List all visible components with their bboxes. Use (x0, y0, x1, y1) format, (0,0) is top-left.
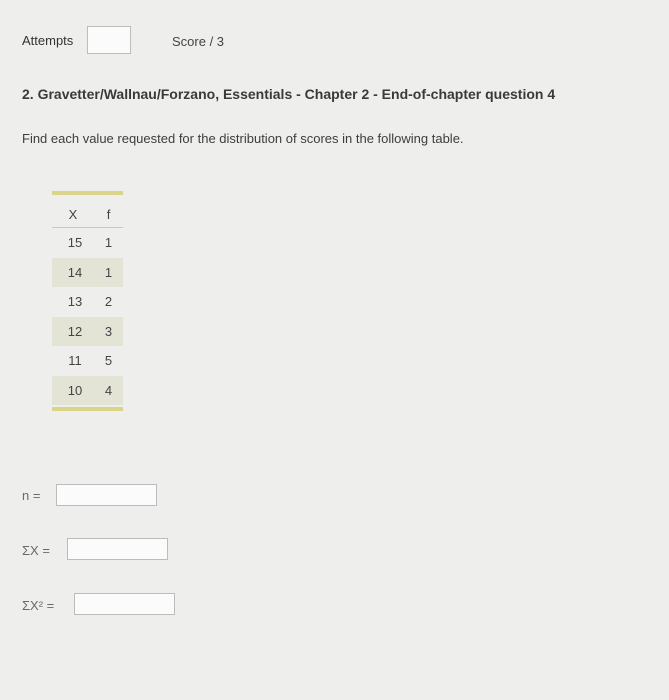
cell-x: 15 (67, 235, 83, 251)
cell-x: 10 (52, 376, 94, 406)
sum-x-input[interactable] (67, 538, 168, 560)
attempts-box (87, 26, 131, 54)
table-top-rule (52, 191, 123, 195)
table-header-row (52, 201, 123, 228)
table-row (52, 317, 123, 347)
sum-x-label: ΣX = (22, 543, 50, 558)
sum-x-squared-label: ΣX² = (22, 598, 55, 613)
cell-x: 11 (68, 353, 82, 369)
cell-x: 13 (67, 294, 83, 310)
cell-x: 14 (52, 258, 94, 288)
column-header-x: X (68, 206, 78, 222)
attempts-label: Attempts (22, 33, 74, 48)
cell-f: 4 (94, 376, 123, 406)
cell-f: 3 (94, 317, 123, 347)
table-row (52, 258, 123, 288)
n-label: n = (22, 488, 41, 503)
cell-f: 1 (104, 235, 113, 251)
question-instructions: Find each value requested for the distribution of scores in the following table. (22, 131, 464, 146)
frequency-distribution-table (52, 201, 123, 405)
column-header-f: f (106, 206, 111, 222)
cell-f: 2 (104, 294, 113, 310)
question-title: 2. Gravetter/Wallnau/Forzano, Essentials - Chapter 2 - End-of-chapter question 4 (22, 86, 556, 102)
table-row (52, 287, 123, 317)
table-bottom-rule (52, 407, 123, 411)
cell-x: 12 (52, 317, 94, 347)
table-row (52, 376, 123, 406)
table-row (52, 228, 123, 258)
n-input[interactable] (56, 484, 157, 506)
cell-f: 5 (104, 353, 113, 369)
score-label: Score / 3 (172, 34, 225, 49)
cell-f: 1 (94, 258, 123, 288)
table-row (52, 346, 123, 376)
frequency-table (52, 191, 123, 411)
sum-x-squared-input[interactable] (74, 593, 175, 615)
